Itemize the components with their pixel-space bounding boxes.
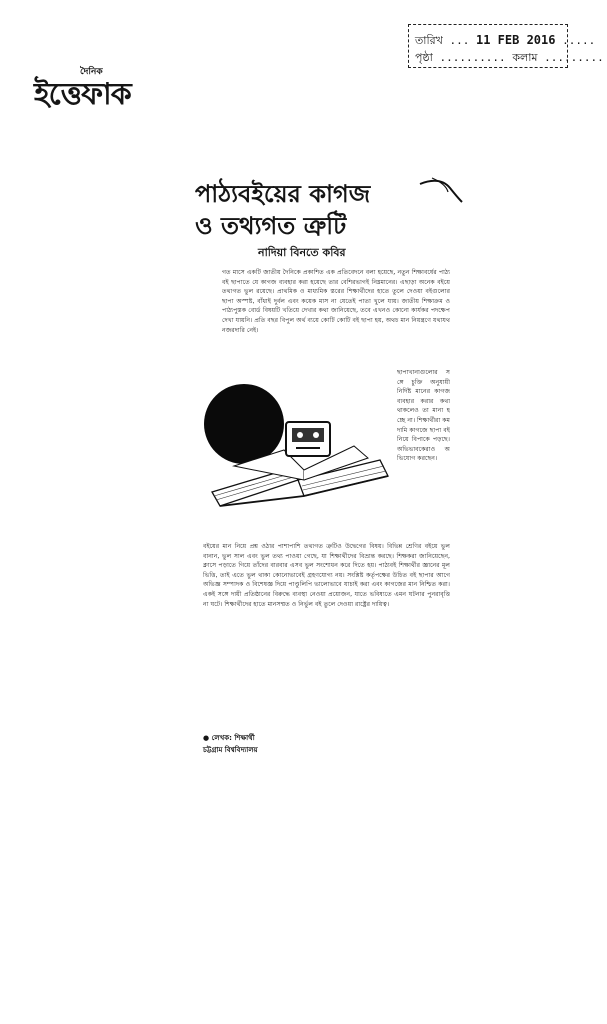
- author-note-row: [203, 732, 255, 744]
- article-headline: [195, 178, 370, 242]
- article-illustration: [204, 300, 392, 540]
- author-university: চট্টগ্রাম বিশ্ববিদ্যালয়: [203, 746, 258, 754]
- stamp-page-row: পৃষ্ঠা .......... কলাম .........: [415, 51, 604, 64]
- article-byline: নাদিয়া বিনতে কবির: [258, 246, 346, 259]
- cassette-icon: [286, 422, 330, 456]
- stamp-date: 11 FEB 2016: [476, 33, 556, 47]
- author-note: লেখক: শিক্ষার্থী: [211, 734, 255, 742]
- stamp-date-row: তারিখ ... 11 FEB 2016 .....: [415, 33, 596, 47]
- dark-circle-shape: [204, 384, 284, 464]
- newspaper-masthead: ইত্তেফাক: [34, 77, 131, 112]
- headline-line-2: ও তথ্যগত ত্রুটি: [195, 212, 347, 240]
- article-paragraph-side: ছাপাখানাগুলোর সঙ্গে চুক্তি অনুযায়ী নির্দিষ্ট মানের কাগজ ব্যবহার করার কথা থাকলেও তা মানা হচ্ছে না। শিক্ষার্থীরা কম দামি কাগজে ছাপা বই নিয়ে বিপাকে পড়ছে। অভিভাবকেরাও অভিযোগ করছেন।: [397, 369, 450, 463]
- article-paragraph-top: গত মাসে একটি জাতীয় দৈনিকে প্রকাশিত এক প্রতিবেদনে বলা হয়েছে, নতুন শিক্ষাবর্ষের পাঠ্যবই ছাপাতে যে কাগজ ব্যবহার করা হয়েছে তার বেশিরভাগই নিম্নমানের। এছাড়া অনেক বইয়ে তথ্যগত ভুল রয়েছে। প্রাথমিক ও মাধ্যমিক স্তরের শিক্ষার্থীদের হাতে তুলে দেওয়া বইগুলোর ছাপা অস্পষ্ট, বাঁধাই দুর্বল এবং কয়েক মাস না যেতেই পাতা খুলে যায়। জাতীয় শিক্ষাক্রম ও পাঠ্যপুস্তক বোর্ড বিষয়টি খতিয়ে দেখার কথা জানিয়েছে, তবে এখনও কোনো কার্যকর পদক্ষেপ দেখা যায়নি। প্রতি বছর বিপুল অর্থ ব্যয়ে কোটি কোটি বই ছাপা হয়, অথচ মান নিয়ন্ত্রণে যথাযথ নজরদারি নেই।: [222, 269, 450, 334]
- swash-mark-icon: [418, 172, 464, 208]
- masthead-label: দৈনিক: [80, 67, 103, 77]
- bullet-icon: ●: [203, 734, 210, 742]
- archive-date-stamp: [408, 24, 604, 68]
- stamp-date-prefix: তারিখ: [415, 34, 443, 47]
- stamp-column-prefix: কলাম: [512, 51, 538, 64]
- article-paragraph-bottom: বইয়ের মান নিয়ে প্রশ্ন ওঠার পাশাপাশি তথ্যগত ত্রুটিও উদ্বেগের বিষয়। বিভিন্ন শ্রেণির বইয়ে ভুল বানান, ভুল সাল এবং ভুল তথ্য পাওয়া গেছে, যা শিক্ষার্থীদের বিভ্রান্ত করছে। শিক্ষকরা জানিয়েছেন, ক্লাসে পড়াতে গিয়ে তাঁদের বারবার এসব ভুল সংশোধন করে দিতে হয়। পাঠ্যবই শিক্ষার্থীর জ্ঞানের মূল ভিত্তি, তাই এতে ভুল থাকা কোনোভাবেই গ্রহণযোগ্য নয়। সংশ্লিষ্ট কর্তৃপক্ষের উচিত বই ছাপার আগে অভিজ্ঞ সম্পাদক ও বিশেষজ্ঞ দিয়ে পাণ্ডুলিপি ভালোভাবে যাচাই করা এবং কাগজের মান নিশ্চিত করা। একই সঙ্গে দায়ী প্রতিষ্ঠানের বিরুদ্ধে ব্যবস্থা নেওয়া প্রয়োজন, যাতে ভবিষ্যতে এমন ঘটনার পুনরাবৃত্তি না ঘটে। শিক্ষার্থীদের হাতে মানসম্মত ও নির্ভুল বই তুলে দেওয়া রাষ্ট্রের দায়িত্ব।: [203, 543, 450, 608]
- stamp-page-prefix: পৃষ্ঠা: [415, 51, 433, 64]
- headline-line-1: পাঠ্যবইয়ের কাগজ: [195, 180, 371, 208]
